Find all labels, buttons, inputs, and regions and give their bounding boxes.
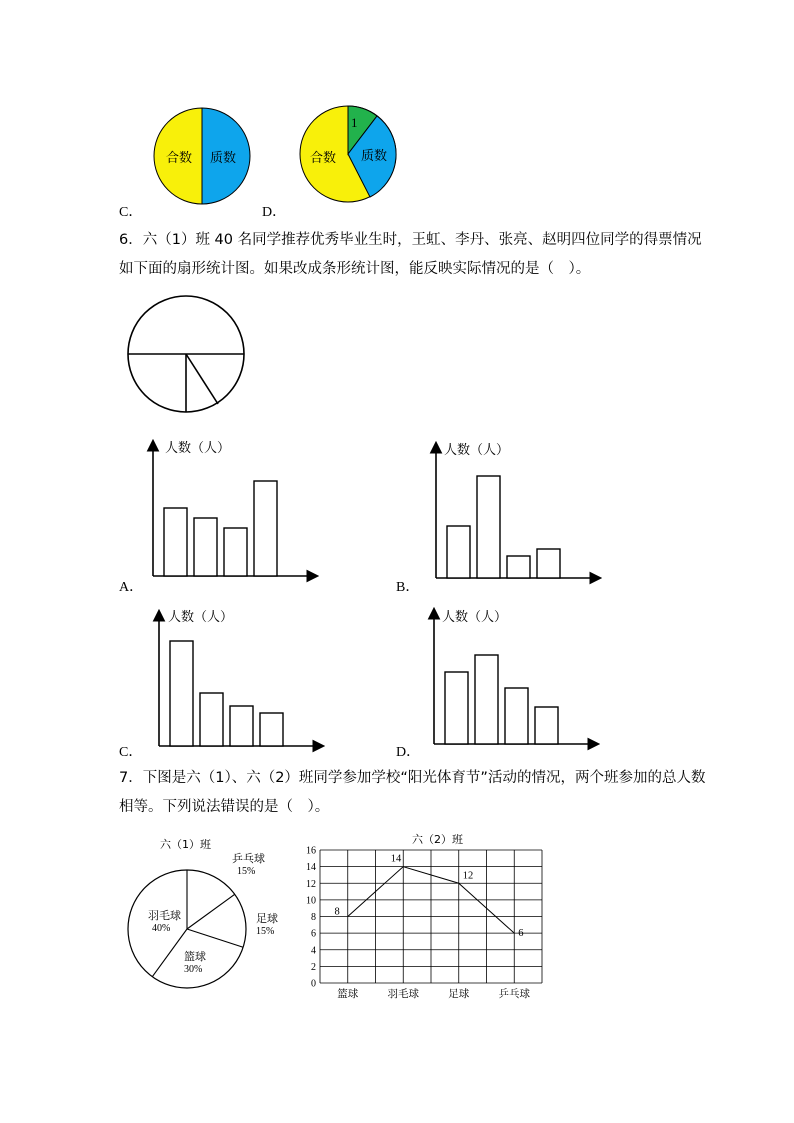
- q6-sector-diagram: [124, 295, 250, 417]
- point-label-2: 14: [390, 853, 402, 865]
- bar-3: [224, 528, 247, 576]
- line-chart-grid: [320, 850, 542, 983]
- q5-option-d-pie: [298, 102, 402, 206]
- q5c-prime-label: 质数: [210, 151, 237, 166]
- q7-class1-pie-chart: [125, 830, 285, 995]
- q5c-composite-label: 合数: [166, 151, 193, 166]
- bar-4: [254, 481, 277, 576]
- x-label-4: 乒乓球: [498, 988, 530, 1000]
- slice-label-basketball: 篮球: [184, 950, 206, 963]
- q7-class2-line-chart: [296, 828, 556, 1006]
- q7-line-2: 相等。下列说法错误的是（ ）。: [119, 799, 330, 815]
- y-tick-0: 0: [311, 978, 316, 990]
- slice-label-pingpong: 乒乓球: [232, 852, 265, 865]
- y-tick-14: 14: [306, 862, 316, 874]
- y-tick-6: 6: [311, 928, 316, 940]
- q6b-y-label: 人数（人）: [444, 443, 510, 458]
- bar-4: [535, 707, 558, 744]
- q6-option-c-label[interactable]: C．: [119, 745, 143, 760]
- bar-1: [170, 641, 193, 746]
- y-tick-8: 8: [311, 912, 316, 923]
- q5d-composite-label: 合数: [310, 151, 337, 166]
- x-label-2: 羽毛球: [387, 988, 419, 1000]
- y-tick-16: 16: [306, 845, 316, 857]
- bar-2: [475, 655, 498, 744]
- slice-pct-basketball: 30%: [184, 964, 203, 975]
- q6-option-a-label[interactable]: A．: [119, 580, 144, 595]
- q6-option-d-label[interactable]: D．: [396, 745, 421, 760]
- q6-option-b-label[interactable]: B．: [396, 580, 420, 595]
- q7-pie-title: 六（1）班: [160, 838, 211, 851]
- bar-1: [164, 508, 187, 576]
- q6-bar-chart-a: [140, 436, 325, 586]
- q6-bar-chart-b: [423, 438, 608, 588]
- q6-bar-chart-c: [146, 606, 331, 756]
- q6d-y-label: 人数（人）: [442, 610, 508, 625]
- bar-1: [447, 526, 470, 578]
- x-label-1: 篮球: [337, 988, 359, 1000]
- bar-2: [194, 518, 217, 576]
- q7-line-1: 7．下图是六（1）、六（2）班同学参加学校“阳光体育节”活动的情况，两个班参加的总人数: [119, 770, 706, 786]
- bar-3: [507, 556, 530, 578]
- slice-pct-football: 15%: [256, 926, 275, 937]
- q6-line-1: 6．六（1）班 40 名同学推荐优秀毕业生时，王虹、李丹、张亮、赵明四位同学的得票情况: [119, 232, 702, 248]
- q5-option-c-label[interactable]: C．: [119, 205, 143, 220]
- bar-2: [200, 693, 223, 746]
- q6-text: [119, 226, 719, 284]
- y-tick-4: 4: [311, 945, 316, 957]
- bar-1: [445, 672, 468, 744]
- q6-line-2: 如下面的扇形统计图。如果改成条形统计图，能反映实际情况的是（ ）。: [119, 261, 591, 277]
- q7-text: [119, 764, 719, 822]
- q5-option-c-pie: [150, 104, 254, 208]
- line-chart-y-ticks: [306, 846, 316, 990]
- bar-4: [260, 713, 283, 746]
- q5d-prime-label: 质数: [361, 149, 388, 164]
- slice-label-badminton: 羽毛球: [148, 909, 181, 922]
- point-label-3: 12: [462, 870, 474, 882]
- q5-option-d-label[interactable]: D．: [262, 205, 287, 220]
- q6c-y-label: 人数（人）: [168, 610, 234, 625]
- q5d-one-label: 1: [351, 115, 358, 130]
- line-chart-x-labels: [337, 987, 530, 1000]
- q7-line-title: 六（2）班: [412, 833, 463, 846]
- y-tick-2: 2: [311, 961, 316, 973]
- slice-pct-badminton: 40%: [152, 923, 171, 934]
- bar-4: [537, 549, 560, 578]
- slice-label-football: 足球: [256, 912, 278, 925]
- point-label-1: 8: [334, 906, 340, 918]
- x-label-3: 足球: [448, 988, 470, 1000]
- bar-2: [477, 476, 500, 578]
- slice-pct-pingpong: 15%: [237, 866, 256, 877]
- bar-3: [230, 706, 253, 746]
- y-tick-12: 12: [306, 878, 316, 890]
- q6-bar-chart-d: [421, 604, 606, 754]
- q6a-y-label: 人数（人）: [165, 441, 231, 456]
- point-label-4: 6: [518, 928, 524, 940]
- y-tick-10: 10: [306, 895, 316, 907]
- bar-3: [505, 688, 528, 744]
